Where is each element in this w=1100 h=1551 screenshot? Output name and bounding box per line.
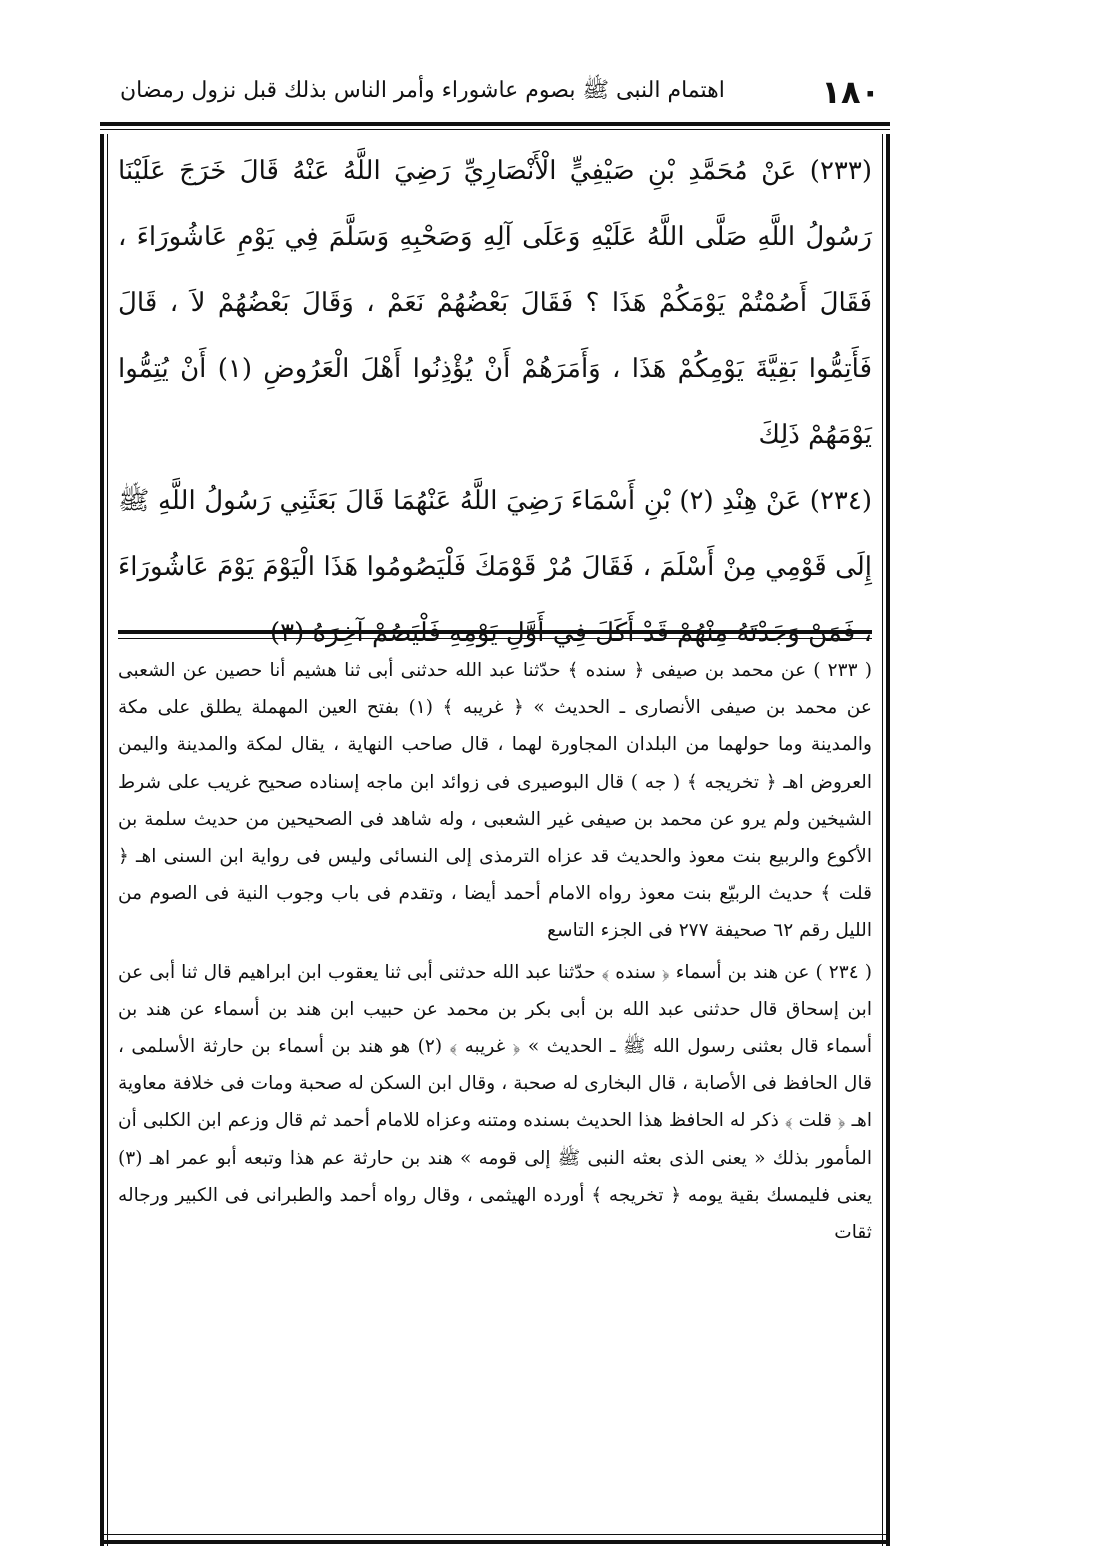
frame-border-right [886,134,890,1546]
frame-border-left [100,134,104,1546]
section-divider-thick [118,630,872,634]
frame-border-left-inner [107,134,108,1546]
header-rule-thin [100,129,890,130]
commentary [118,652,872,1532]
footer-rule-thick [100,1540,890,1544]
note-233: ( ٢٣٣ ) عن محمد بن صيفى ﴿ سنده ﴾ حدّثنا عبد الله حدثنى أبى ثنا هشيم أنا حصين عن الشعبى عن محمد بن صيفى الأنصارى ـ الحديث » ﴿ غريبه ﴾ (١) بفتح العين المهملة يطلق على مكة والمدينة وما حولهما من البلدان المجاورة لهما ، قال صاحب النهاية ، يقال لمكة والمدينة واليمن العروض اهـ ﴿ تخريجه ﴾ ( جه ) قال البوصيرى فى زوائد ابن ماجه إسناده صحيح غريب على شرط الشيخين ولم يرو عن محمد بن صيفى غير الشعبى ، وله شاهد فى الصحيحين من حديث سلمة بن الأكوع والربيع بنت معوذ والحديث قد عزاه الترمذى إلى النسائى وليس فى رواية ابن السنى اهـ ﴿ قلت ﴾ حديث الربيّع بنت معوذ رواه الامام أحمد أيضا ، وتقدم فى باب وجوب النية فى الصوم من الليل رقم ٦٢ صحيفة ٢٧٧ فى الجزء التاسع [118,660,872,942]
page-header [120,62,880,122]
footer-rule-thin [100,1534,890,1535]
text-frame [100,134,890,1548]
hadith-234: (٢٣٤) عَنْ هِنْدِ (٢) بْنِ أَسْمَاءَ رَضِيَ اللَّهُ عَنْهُمَا قَالَ بَعَثَنِي رَسُولُ اللَّهِ ﷺ إِلَى قَوْمِي مِنْ أَسْلَمَ ، فَقَالَ مُرْ قَوْمَكَ فَلْيَصُومُوا هَذَا الْيَوْمَ يَوْمَ عَاشُورَاءَ [118,486,872,582]
page-number: ١٨٠ [821,73,880,111]
main-text [118,138,872,618]
header-rule-thick [100,122,890,126]
hadith-233: (٢٣٣) عَنْ مُحَمَّدِ بْنِ صَيْفِيٍّ الْأَنْصَارِيِّ رَضِيَ اللَّهُ عَنْهُ قَالَ خَرَجَ عَلَيْنَا رَسُولُ اللَّهِ صَلَّى اللَّهُ عَلَيْهِ وَعَلَى آلِهِ وَصَحْبِهِ وَسَلَّمَ فِي يَوْمِ عَاشُورَاءَ ، فَقَالَ أَصُمْتُمْ يَوْمَكُمْ هَذَا ؟ فَقَالَ بَعْضُهُمْ نَعَمْ ، وَقَالَ بَعْضُهُمْ لاَ ، قَالَ فَأَتِمُّوا بَقِيَّةَ يَوْمِكُمْ هَذَا ، وَأَمَرَهُمْ أَنْ يُؤْذِنُوا أَهْلَ الْعَرُوضِ (١) أَنْ يُتِمُّوا يَوْمَهُمْ ذَلِكَ [118,156,873,450]
section-divider-thin [118,638,872,639]
note-234: ( ٢٣٤ ) عن هند بن أسماء ﴿ سنده ﴾ حدّثنا عبد الله حدثنى أبى ثنا يعقوب ابن ابراهيم قال ثنا أبى عن ابن إسحاق قال حدثنى عبد الله بن أبى بكر بن محمد عن حبيب ابن هند بن أسماء عن هند بن أسماء قال بعثنى رسول الله ﷺ ـ الحديث » ﴿ غريبه ﴾ (٢) هو هند بن أسماء بن حارثة الأسلمى ، قال الحافظ فى الأصابة ، قال البخارى له صحبة ، وقال ابن السكن له صحبة ومات فى خلافة معاوية اهـ ﴿ قلت ﴾ ذكر له الحافظ هذا الحديث بسنده ومتنه وعزاه للامام أحمد ثم قال وزعم ابن الكلبى أن المأمور بذلك « يعنى الذى بعثه النبى ﷺ إلى قومه » هند بن حارثة عم هذا وتبعه أبو عمر اهـ (٣) يعنى فليمسك بقية يومه ﴿ تخريجه ﴾ أورده الهيثمى ، وقال رواه أحمد والطبرانى فى الكبير ورجاله ثقات [118,961,873,1244]
frame-border-right-inner [882,134,883,1546]
running-title: اهتمام النبى ﷺ بصوم عاشوراء وأمر الناس بذلك قبل نزول رمضان [120,78,725,103]
